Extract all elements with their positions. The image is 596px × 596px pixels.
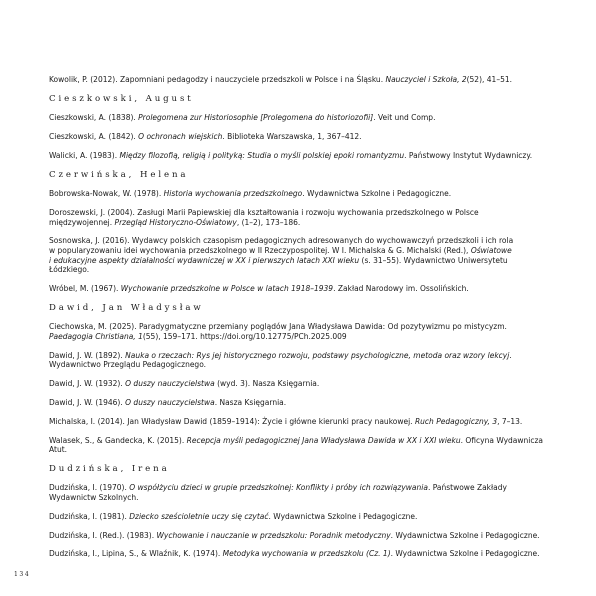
- reference-text: Cieszkowski, A. (1838).: [49, 113, 139, 123]
- reference-text: Sosnowska, J. (2016). Wydawcy polskich czasopism pedagogicznych adresowanych do wychowawczyń przedszkoli i ich rola: [49, 236, 514, 246]
- reference-text: . Nasza Księgarnia.: [214, 397, 287, 407]
- reference-text: . Veit und Comp.: [373, 113, 436, 123]
- reference-text: Doroszewski, J. (2004). Zasługi Marii Papiewskiej dla kształtowania i rozwoju wychowania przedszkolnego w Polsce: [49, 208, 479, 218]
- reference-entry: [49, 483, 549, 502]
- reference-text: Dudzińska, I. (1970).: [49, 483, 130, 493]
- reference-entry: [49, 151, 549, 161]
- reference-entry: [49, 549, 549, 559]
- reference-text: Wydawnictw Szkolnych.: [49, 493, 139, 503]
- section-heading: Czerwińska, Helena: [49, 169, 189, 180]
- reference-text: międzywojennej.: [49, 217, 115, 227]
- reference-text: , 7–13.: [497, 416, 523, 426]
- reference-title: i edukacyjne aspekty działalności wydawniczej w XX i pierwszych latach XXI wieku: [49, 255, 360, 265]
- reference-title: O współżyciu dzieci w grupie przedszkolnej: Konflikty i próby ich rozwiązywania: [129, 483, 428, 493]
- reference-entry: [49, 512, 549, 522]
- bibliography: [49, 75, 549, 568]
- reference-entry: [49, 132, 549, 142]
- reference-title: Ruch Pedagogiczny, 3: [414, 416, 498, 426]
- reference-entry: [49, 284, 549, 294]
- reference-title: Wychowanie przedszkolne w Polsce w latach 1918–1939: [120, 284, 334, 294]
- reference-entry: [49, 436, 549, 455]
- reference-title: Wychowanie i nauczanie w przedszkolu: Poradnik metodyczny: [156, 530, 391, 540]
- reference-entry: [49, 113, 549, 123]
- reference-text: Bobrowska-Nowak, W. (1978).: [49, 189, 164, 199]
- page-number: 134: [14, 571, 31, 578]
- reference-title: O duszy nauczycielstwa: [125, 379, 215, 389]
- reference-entry: [49, 398, 549, 408]
- section-heading: Dawid, Jan Władysław: [49, 302, 204, 313]
- reference-text: Dawid, J. W. (1946).: [49, 397, 126, 407]
- reference-text: Wróbel, M. (1967).: [49, 284, 121, 294]
- reference-text: . Zakład Narodowy im. Ossolińskich.: [333, 284, 469, 294]
- reference-text: Dawid, J. W. (1892).: [49, 350, 126, 360]
- reference-title: Między filozofią, religią i polityką: Studia o myśli polskiej epoki romantyzmu: [119, 150, 405, 160]
- reference-text: . Państwowy Instytut Wydawniczy.: [404, 150, 533, 160]
- reference-entry: [49, 189, 549, 199]
- reference-text: . Państwowe Zakłady: [427, 483, 507, 493]
- reference-entry: [49, 379, 549, 389]
- reference-text: Walicki, A. (1983).: [49, 150, 120, 160]
- reference-text: Dawid, J. W. (1932).: [49, 379, 126, 389]
- reference-text: Wydawnictwo Przeglądu Pedagogicznego.: [49, 360, 207, 370]
- reference-title: O duszy nauczycielstwa: [125, 397, 215, 407]
- section-heading: Dudzińska, Irena: [49, 463, 170, 474]
- reference-text: . Biblioteka Warszawska, 1, 367–412.: [222, 132, 362, 142]
- reference-text: Dudzińska, I., Lipina, S., & Wlaźnik, K. (1974).: [49, 549, 223, 559]
- reference-text: Cieszkowski, A. (1842).: [49, 132, 139, 142]
- reference-entry: [49, 208, 549, 227]
- reference-title: Paedagogia Christiana, 1: [49, 332, 143, 341]
- reference-title: Nauczyciel i Szkoła, 2: [385, 75, 467, 84]
- reference-title: Historia wychowania przedszkolnego: [163, 189, 303, 199]
- reference-entry: [49, 417, 549, 427]
- reference-text: Atut.: [49, 445, 68, 455]
- reference-title: Nauka o rzeczach: Rys jej historycznego rozwoju, podstawy psychologiczne, metoda oraz wzory lekcyj: [125, 350, 510, 360]
- reference-text: . Oficyna Wydawnicza: [460, 435, 544, 445]
- reference-title: Przegląd Historyczno-Oświatowy: [114, 217, 237, 227]
- reference-entry: [49, 236, 549, 274]
- reference-text: . Wydawnictwa Szkolne i Pedagogiczne.: [390, 530, 540, 540]
- reference-entry: [49, 322, 549, 341]
- reference-text: w popularyzowaniu idei wychowania przedszkolnego w II Rzeczypospolitej. W I. Michalska & G. Michalski (Red.),: [49, 246, 471, 256]
- reference-text: .: [509, 350, 512, 360]
- reference-text: Ciechowska, M. (2025). Paradygmatyczne przemiany poglądów Jana Władysława Dawida: Od pozytywizmu po mistycyzm.: [49, 322, 507, 332]
- reference-text: Kowolik, P. (2012). Zapomniani pedagodzy i nauczyciele przedszkoli w Polsce i na Śląsku.: [49, 75, 386, 84]
- reference-text: (55), 159–171. https://doi.org/10.12775/PCh.2025.009: [142, 332, 347, 341]
- reference-text: , (1–2), 173–186.: [236, 217, 301, 227]
- reference-title: O ochronach wiejskich: [138, 132, 223, 142]
- reference-entry: [49, 75, 549, 85]
- reference-title: Oświatowe: [470, 246, 512, 256]
- reference-text: . Wydawnictwa Szkolne i Pedagogiczne.: [268, 511, 418, 521]
- reference-entry: [49, 351, 549, 370]
- reference-text: Dudzińska, I. (1981).: [49, 511, 130, 521]
- reference-text: Walasek, S., & Gandecka, K. (2015).: [49, 435, 187, 445]
- reference-entry: [49, 531, 549, 541]
- reference-text: . Wydawnictwa Szkolne i Pedagogiczne.: [302, 189, 452, 199]
- reference-text: . Wydawnictwa Szkolne i Pedagogiczne.: [390, 549, 540, 559]
- reference-text: (s. 31–55). Wydawnictwo Uniwersytetu Łódzkiego.: [49, 255, 508, 275]
- reference-text: Michalska, I. (2014). Jan Władysław Dawid (1859–1914): Życie i główne kierunki pracy naukowej.: [49, 416, 415, 426]
- reference-title: Recepcja myśli pedagogicznej Jana Władysława Dawida w XX i XXI wieku: [186, 435, 461, 445]
- reference-title: Metodyka wychowania w przedszkolu (Cz. 1): [222, 549, 391, 559]
- section-heading: Cieszkowski, August: [49, 93, 194, 104]
- reference-title: Dziecko sześcioletnie uczy się czytać: [129, 511, 269, 521]
- reference-text: (52), 41–51.: [466, 75, 512, 84]
- reference-text: (wyd. 3). Nasza Księgarnia.: [214, 379, 320, 389]
- reference-title: Prolegomena zur Historiosophie [Prolegomena do historiozofii]: [138, 113, 374, 123]
- reference-text: Dudzińska, I. (Red.). (1983).: [49, 530, 157, 540]
